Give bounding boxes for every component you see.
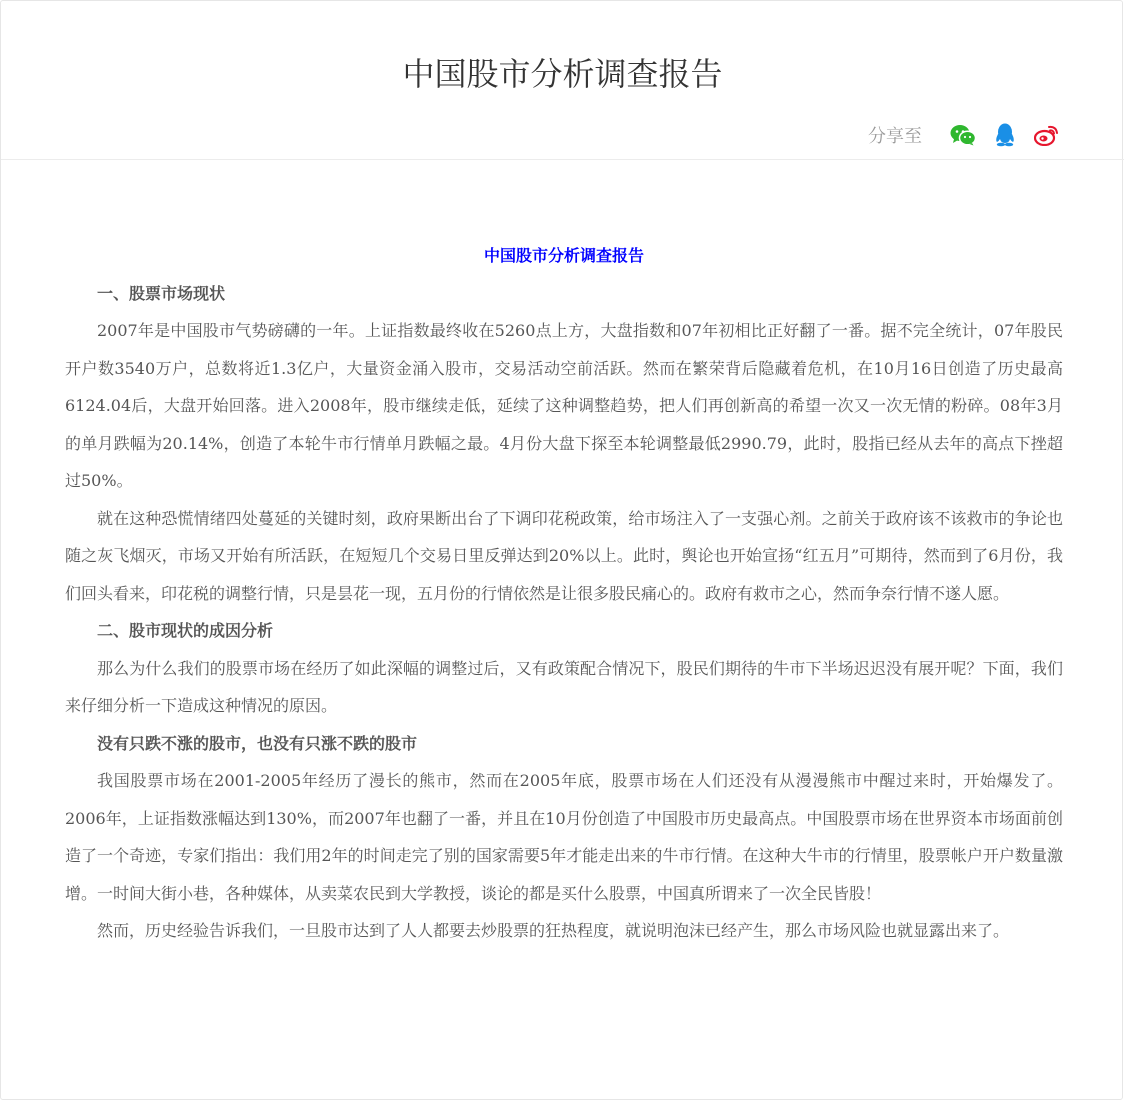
article-body: [65, 237, 1063, 950]
share-wechat-button[interactable]: [948, 120, 978, 150]
share-label: 分享至: [868, 126, 922, 147]
paragraph: 我国股票市场在2001-2005年经历了漫长的熊市，然而在2005年底，股票市场在人们还没有从漫漫熊市中醒过来时，开始爆发了。2006年，上证指数涨幅达到130%，而2007年也翻了一番，并且在10月份创造了中国股市历史最高点。中国股票市场在世界资本市场面前创造了一个奇迹，专家们指出：我们用2年的时间走完了别的国家需要5年才能走出来的牛市行情。在这种大牛市的行情里，股票帐户开户数量激增。一时间大街小巷，各种媒体，从卖菜农民到大学教授，谈论的都是买什么股票，中国真所谓来了一次全民皆股！: [65, 771, 1063, 903]
section-heading-1: 一、股票市场现状: [97, 283, 226, 303]
weibo-icon: [1034, 124, 1060, 146]
paragraph: 那么为什么我们的股票市场在经历了如此深幅的调整过后，又有政策配合情况下，股民们期待的牛市下半场迟迟没有展开呢？下面，我们来仔细分析一下造成这种情况的原因。: [65, 658, 1063, 715]
qq-icon: [994, 123, 1016, 147]
paragraph: 2007年是中国股市气势磅礴的一年。上证指数最终收在5260点上方，大盘指数和07年初相比正好翻了一番。据不完全统计，07年股民开户数3540万户，总数将近1.3亿户，大量资金涌入股市，交易活动空前活跃。然而在繁荣背后隐藏着危机，在10月16日创造了历史最高6124.04后，大盘开始回落。进入2008年，股市继续走低，延续了这种调整趋势，把人们再创新高的希望一次又一次无情的粉碎。08年3月的单月跌幅为20.14%，创造了本轮牛市行情单月跌幅之最。4月份大盘下探至本轮调整最低2990.79，此时，股指已经从去年的高点下挫超过50%。: [65, 321, 1063, 490]
paragraph: 然而，历史经验告诉我们，一旦股市达到了人人都要去炒股票的狂热程度，就说明泡沫已经产生，那么市场风险也就显露出来了。: [97, 921, 1010, 940]
article-heading: 中国股市分析调查报告: [483, 246, 644, 265]
share-weibo-button[interactable]: [1032, 120, 1062, 150]
share-bar: [868, 119, 1062, 151]
wechat-icon: [950, 124, 976, 146]
document-header: [1, 1, 1124, 160]
page-title: 中国股市分析调查报告: [402, 55, 723, 93]
paragraph: 就在这种恐慌情绪四处蔓延的关键时刻，政府果断出台了下调印花税政策，给市场注入了一支强心剂。之前关于政府该不该救市的争论也随之灰飞烟灭，市场又开始有所活跃，在短短几个交易日里反弹达到20%以上。此时，舆论也开始宣扬“红五月”可期待，然而到了6月份，我们回头看来，印花税的调整行情，只是昙花一现，五月份的行情依然是让很多股民痛心的。政府有救市之心，然而争奈行情不遂人愿。: [65, 508, 1063, 603]
share-qq-button[interactable]: [990, 120, 1020, 150]
subsection-heading: 没有只跌不涨的股市，也没有只涨不跌的股市: [97, 733, 418, 753]
section-heading-2: 二、股市现状的成因分析: [97, 621, 274, 640]
